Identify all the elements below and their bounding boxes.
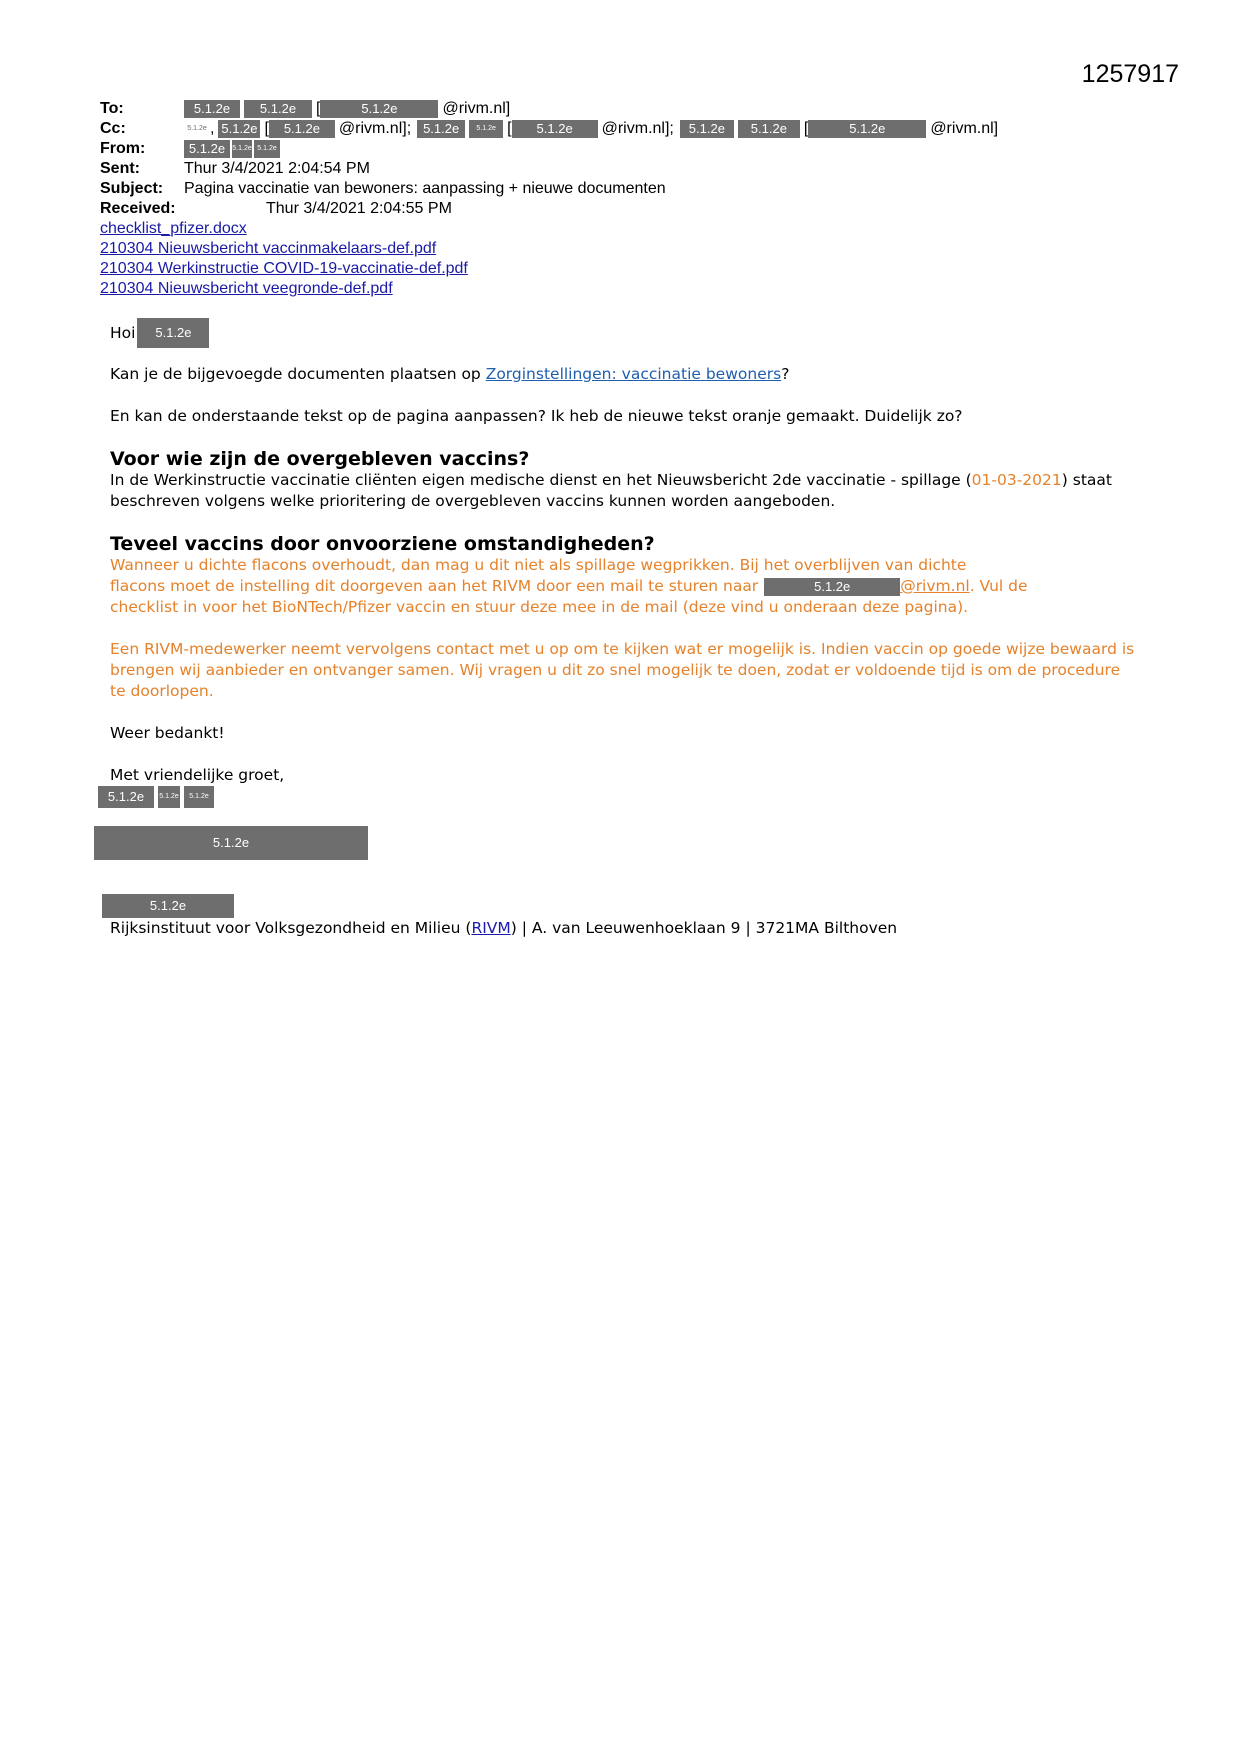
redaction: 5.1.2e (232, 140, 252, 158)
attachment-link[interactable]: 210304 Nieuwsbericht vaccinmakelaars-def.pdf (100, 240, 437, 257)
heading-overgebleven: Voor wie zijn de overgebleven vaccins? (110, 448, 530, 470)
attachment-link[interactable]: 210304 Werkinstructie COVID-19-vaccinatie-def.pdf (100, 260, 468, 277)
bracket: [ (803, 120, 809, 137)
document-number: 1257917 (1081, 60, 1179, 88)
heading-teveel: Teveel vaccins door onvoorziene omstandigheden? (110, 533, 655, 555)
signature-redactions (98, 786, 218, 808)
subject-value: Pagina vaccinatie van bewoners: aanpassing + nieuwe documenten (184, 180, 666, 197)
date-orange: 01-03-2021 (971, 471, 1062, 489)
redaction: 5.1.2e (137, 318, 209, 348)
paragraph-rivm-medewerker: Een RIVM-medewerker neemt vervolgens contact met u op om te kijken wat er mogelijk is. Indien vaccin op goede wijze bewaard is brengen wij aanbieder en ontvanger samen. Wij vragen u dit zo snel mogelijk te doen, zodat er voldoende tijd is om de procedure te doorlopen. (110, 640, 1135, 700)
paragraph-documents: Kan je de bijgevoegde documenten plaatsen op Zorginstellingen: vaccinatie bewoners? (110, 365, 790, 383)
rivm-email-link[interactable]: @rivm.nl (900, 577, 970, 595)
paragraph-request: En kan de onderstaande tekst op de pagina aanpassen? Ik heb de nieuwe tekst oranje gemaakt. Duidelijk zo? (110, 407, 963, 425)
sent-label: Sent: (100, 160, 140, 177)
redaction: 5.1.2e (184, 100, 240, 118)
redaction: 5.1.2e (680, 120, 734, 138)
redaction: 5.1.2e (244, 100, 312, 118)
to-email: @rivm.nl] (442, 100, 511, 117)
greeting-line (110, 318, 213, 348)
greeting: Hoi (110, 324, 136, 342)
email-body (110, 364, 1140, 786)
redaction: 5.1.2e (218, 120, 260, 138)
received-value: Thur 3/4/2021 2:04:55 PM (266, 200, 452, 217)
bracket: [ (264, 120, 269, 137)
signature-block-redaction: 5.1.2e (94, 826, 368, 860)
redaction: 5.1.2e (469, 120, 503, 138)
zorginstellingen-link[interactable]: Zorginstellingen: vaccinatie bewoners (485, 365, 782, 383)
from-label: From: (100, 140, 146, 157)
subject-label: Subject: (100, 180, 164, 197)
attachment-link[interactable]: 210304 Nieuwsbericht veegronde-def.pdf (100, 280, 393, 297)
redaction: 5.1.2e (254, 140, 280, 158)
redaction: 5.1.2e (808, 120, 926, 138)
redaction: 5.1.2e (269, 120, 335, 138)
redaction: 5.1.2e (320, 100, 438, 118)
cc-email-2: @rivm.nl]; (601, 120, 674, 137)
footer-address: Rijksinstituut voor Volksgezondheid en Milieu (RIVM) | A. van Leeuwenhoeklaan 9 | 3721MA Bilthoven (110, 919, 898, 937)
redaction: 5.1.2e (158, 786, 180, 808)
paragraph-werkinstructie: In de Werkinstructie vaccinatie cliënten eigen medische dienst en het Nieuwsbericht 2de vaccinatie - spillage (01-03-2021) staat beschreven volgens welke prioritering de overgebleven vaccins kunnen worden aangeboden. (110, 471, 1112, 510)
sent-value: Thur 3/4/2021 2:04:54 PM (184, 160, 370, 177)
received-label: Received: (100, 200, 176, 217)
signature-name-redaction: 5.1.2e (102, 894, 234, 918)
rivm-link[interactable]: RIVM (471, 919, 511, 937)
cc-comma: , (210, 120, 215, 137)
cc-label: Cc: (100, 120, 126, 137)
redaction: 5.1.2e (512, 120, 598, 138)
paragraph-dichte-flacons: Wanneer u dichte flacons overhoudt, dan mag u dit niet als spillage wegprikken. Bij het overblijven van dichte flacons moet de instelling dit doorgeven aan het RIVM door een mail te sturen naar 5.1.2e @rivm.nl . Vul de checklist in voor het BioNTech/Pfizer vaccin en stuur deze mee in de mail (deze vind u onderaan deze pagina). (110, 556, 1028, 616)
redaction: 5.1.2e (184, 120, 210, 138)
attachment-link[interactable]: checklist_pfizer.docx (100, 220, 247, 237)
redaction: 5.1.2e (417, 120, 465, 138)
redaction: 5.1.2e (184, 786, 214, 808)
attachment-list (100, 219, 468, 299)
redaction: 5.1.2e (98, 786, 154, 808)
redaction: 5.1.2e (764, 578, 900, 596)
thanks: Weer bedankt! (110, 724, 225, 742)
redaction: 5.1.2e (738, 120, 800, 138)
closing: Met vriendelijke groet, (110, 766, 285, 784)
cc-email-1: @rivm.nl]; (338, 120, 412, 137)
cc-email-3: @rivm.nl] (930, 120, 999, 137)
redaction: 5.1.2e (184, 140, 230, 158)
bracket: [ (316, 100, 321, 117)
to-label: To: (100, 100, 124, 117)
bracket: [ (507, 120, 512, 137)
